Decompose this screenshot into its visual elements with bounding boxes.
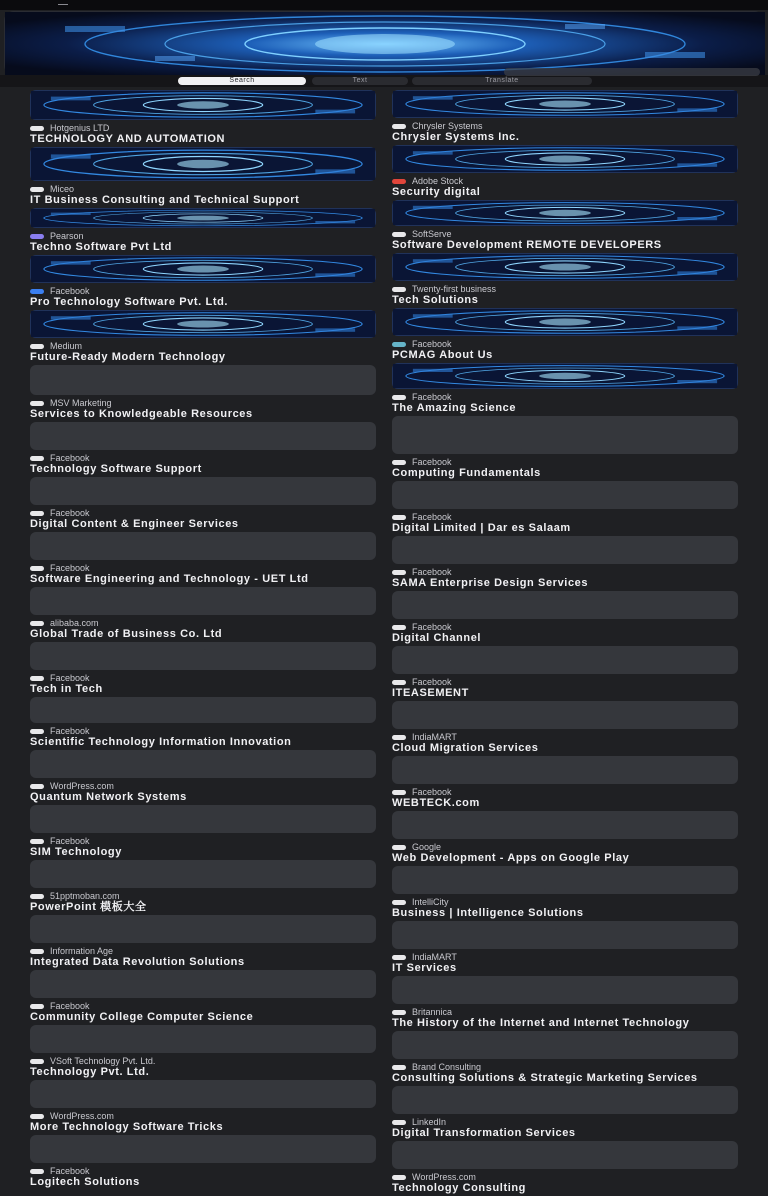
result-item[interactable] bbox=[392, 1141, 740, 1196]
favicon-icon bbox=[30, 1114, 44, 1119]
result-title[interactable]: The History of the Internet and Internet Technology bbox=[392, 1017, 690, 1029]
favicon-icon bbox=[392, 1120, 406, 1125]
result-title[interactable]: Security digital bbox=[392, 186, 481, 198]
result-item[interactable] bbox=[392, 536, 740, 591]
result-thumbnail-placeholder[interactable] bbox=[30, 805, 376, 833]
result-item[interactable] bbox=[30, 147, 378, 208]
result-thumbnail-placeholder[interactable] bbox=[30, 477, 376, 505]
result-source bbox=[30, 1001, 378, 1011]
result-source bbox=[392, 842, 740, 852]
result-thumbnail-placeholder[interactable] bbox=[30, 1080, 376, 1108]
result-thumbnail-placeholder[interactable] bbox=[392, 416, 738, 454]
result-source bbox=[30, 341, 378, 351]
result-source-label: MSV Marketing bbox=[50, 398, 112, 408]
result-source bbox=[392, 339, 740, 349]
result-item[interactable] bbox=[30, 532, 378, 587]
result-source-label: Facebook bbox=[50, 673, 90, 683]
result-thumbnail-placeholder[interactable] bbox=[392, 811, 738, 839]
result-thumbnail-image[interactable] bbox=[30, 255, 376, 283]
result-thumbnail-image[interactable] bbox=[392, 363, 738, 389]
result-source-label: Chrysler Systems bbox=[412, 121, 483, 131]
result-thumbnail-placeholder[interactable] bbox=[30, 1135, 376, 1163]
favicon-icon bbox=[30, 187, 44, 192]
result-title[interactable]: Community College Computer Science bbox=[30, 1011, 254, 1023]
result-source-label: WordPress.com bbox=[50, 781, 114, 791]
result-source bbox=[30, 231, 378, 241]
result-meta bbox=[392, 392, 740, 416]
result-title[interactable]: Tech Solutions bbox=[392, 294, 479, 306]
result-thumbnail-image[interactable] bbox=[30, 208, 376, 228]
favicon-icon bbox=[392, 515, 406, 520]
result-title[interactable]: Digital Channel bbox=[392, 632, 482, 644]
result-source-label: LinkedIn bbox=[412, 1117, 447, 1127]
result-item[interactable] bbox=[392, 866, 740, 921]
result-title[interactable]: TECHNOLOGY AND AUTOMATION bbox=[30, 133, 226, 145]
result-source-label: Britannica bbox=[412, 1007, 453, 1017]
result-source bbox=[30, 563, 378, 573]
result-title[interactable]: Digital Content & Engineer Services bbox=[30, 518, 239, 530]
result-meta bbox=[30, 563, 378, 587]
favicon-icon bbox=[30, 344, 44, 349]
result-item[interactable] bbox=[392, 701, 740, 756]
result-title[interactable]: Technology Consulting bbox=[392, 1182, 526, 1194]
result-source-label: Facebook bbox=[50, 508, 90, 518]
result-source-label: Facebook bbox=[50, 563, 90, 573]
result-title[interactable]: Tech in Tech bbox=[30, 683, 103, 695]
favicon-icon bbox=[392, 342, 406, 347]
result-source bbox=[392, 512, 740, 522]
result-title[interactable]: Pro Technology Software Pvt. Ltd. bbox=[30, 296, 229, 308]
favicon-icon bbox=[30, 234, 44, 239]
result-meta bbox=[30, 1001, 378, 1025]
tab-translate[interactable]: Translate bbox=[412, 77, 592, 85]
hero-banner-image[interactable] bbox=[4, 11, 764, 75]
result-meta bbox=[30, 398, 378, 422]
result-thumbnail-image[interactable] bbox=[392, 90, 738, 118]
result-source bbox=[30, 836, 378, 846]
result-thumbnail-placeholder[interactable] bbox=[30, 642, 376, 670]
result-item[interactable] bbox=[30, 477, 378, 532]
status-bar bbox=[0, 0, 768, 10]
result-meta bbox=[30, 286, 378, 310]
result-title[interactable]: Consulting Solutions & Strategic Marketing Services bbox=[392, 1072, 698, 1084]
favicon-icon bbox=[392, 625, 406, 630]
result-title[interactable]: Computing Fundamentals bbox=[392, 467, 541, 479]
result-meta bbox=[392, 457, 740, 481]
result-thumbnail-placeholder[interactable] bbox=[30, 750, 376, 778]
result-thumbnail-image[interactable] bbox=[392, 253, 738, 281]
result-source bbox=[392, 952, 740, 962]
result-source bbox=[392, 732, 740, 742]
result-item[interactable] bbox=[392, 145, 740, 200]
result-meta bbox=[392, 897, 740, 921]
result-item[interactable] bbox=[30, 970, 378, 1025]
result-meta bbox=[392, 732, 740, 756]
result-source bbox=[30, 184, 378, 194]
favicon-icon bbox=[30, 729, 44, 734]
result-meta bbox=[392, 1172, 740, 1196]
result-thumbnail-placeholder[interactable] bbox=[392, 591, 738, 619]
favicon-icon bbox=[30, 511, 44, 516]
result-source-label: Hotgenius LTD bbox=[50, 123, 110, 133]
result-thumbnail-placeholder[interactable] bbox=[30, 422, 376, 450]
favicon-icon bbox=[392, 1175, 406, 1180]
result-thumbnail-placeholder[interactable] bbox=[392, 646, 738, 674]
result-title[interactable]: Logitech Solutions bbox=[30, 1176, 140, 1188]
result-item[interactable] bbox=[30, 697, 378, 750]
result-item[interactable] bbox=[392, 756, 740, 811]
result-source-label: Miceo bbox=[50, 184, 75, 194]
result-meta bbox=[392, 952, 740, 976]
result-meta bbox=[30, 341, 378, 365]
result-title[interactable]: Global Trade of Business Co. Ltd bbox=[30, 628, 223, 640]
result-meta bbox=[30, 508, 378, 532]
result-item[interactable] bbox=[392, 976, 740, 1031]
result-source bbox=[30, 453, 378, 463]
result-meta bbox=[30, 781, 378, 805]
result-title[interactable]: PowerPoint 模板大全 bbox=[30, 901, 147, 913]
result-item[interactable] bbox=[30, 587, 378, 642]
result-thumbnail-placeholder[interactable] bbox=[30, 970, 376, 998]
result-source-label: Facebook bbox=[50, 1001, 90, 1011]
result-meta bbox=[30, 231, 378, 255]
favicon-icon bbox=[392, 1010, 406, 1015]
favicon-icon bbox=[392, 955, 406, 960]
favicon-icon bbox=[392, 179, 406, 184]
result-source bbox=[30, 891, 378, 901]
result-source-label: IndiaMART bbox=[412, 732, 457, 742]
favicon-icon bbox=[30, 401, 44, 406]
result-item[interactable] bbox=[392, 646, 740, 701]
result-thumbnail-placeholder[interactable] bbox=[392, 481, 738, 509]
result-item[interactable] bbox=[30, 642, 378, 697]
result-thumbnail-placeholder[interactable] bbox=[392, 921, 738, 949]
result-item[interactable] bbox=[30, 1080, 378, 1135]
result-meta bbox=[30, 891, 378, 915]
result-item[interactable] bbox=[392, 591, 740, 646]
result-title[interactable]: More Technology Software Tricks bbox=[30, 1121, 224, 1133]
result-item[interactable] bbox=[30, 860, 378, 915]
results-column-right bbox=[392, 90, 740, 1196]
result-source bbox=[392, 1117, 740, 1127]
tab-text[interactable]: Text bbox=[312, 77, 408, 85]
result-title[interactable]: Business | Intelligence Solutions bbox=[392, 907, 584, 919]
favicon-icon bbox=[30, 839, 44, 844]
result-source bbox=[392, 392, 740, 402]
result-source-label: Facebook bbox=[50, 726, 90, 736]
result-meta bbox=[392, 622, 740, 646]
result-source bbox=[30, 726, 378, 736]
tech-circle-artwork bbox=[5, 12, 765, 76]
result-thumbnail-image[interactable] bbox=[30, 90, 376, 120]
result-meta bbox=[392, 567, 740, 591]
favicon-icon bbox=[30, 289, 44, 294]
favicon-icon bbox=[392, 735, 406, 740]
result-source-label: SoftServe bbox=[412, 229, 452, 239]
result-meta bbox=[30, 1056, 378, 1080]
result-item[interactable] bbox=[392, 308, 740, 363]
result-source bbox=[30, 123, 378, 133]
result-meta bbox=[30, 184, 378, 208]
tab-search[interactable]: Search bbox=[178, 77, 306, 85]
favicon-icon bbox=[392, 287, 406, 292]
favicon-icon bbox=[392, 570, 406, 575]
result-thumbnail-image[interactable] bbox=[392, 308, 738, 336]
result-title[interactable]: Digital Limited | Dar es Salaam bbox=[392, 522, 571, 534]
result-item[interactable] bbox=[30, 915, 378, 970]
result-item[interactable] bbox=[392, 363, 740, 416]
result-meta bbox=[30, 1111, 378, 1135]
result-source bbox=[392, 677, 740, 687]
result-title[interactable]: Techno Software Pvt Ltd bbox=[30, 241, 172, 253]
result-source-label: Facebook bbox=[412, 392, 452, 402]
result-source-label: IntelliCity bbox=[412, 897, 449, 907]
result-meta bbox=[392, 339, 740, 363]
result-thumbnail-placeholder[interactable] bbox=[392, 701, 738, 729]
result-meta bbox=[392, 787, 740, 811]
result-source bbox=[30, 1056, 378, 1066]
result-source-label: Facebook bbox=[412, 677, 452, 687]
favicon-icon bbox=[30, 1004, 44, 1009]
result-title[interactable]: The Amazing Science bbox=[392, 402, 517, 414]
result-source bbox=[30, 1166, 378, 1176]
result-source bbox=[30, 1111, 378, 1121]
result-item[interactable] bbox=[30, 805, 378, 860]
result-title[interactable]: Technology Software Support bbox=[30, 463, 202, 475]
result-item[interactable] bbox=[392, 921, 740, 976]
result-thumbnail-placeholder[interactable] bbox=[30, 1025, 376, 1053]
result-title[interactable]: Future-Ready Modern Technology bbox=[30, 351, 226, 363]
result-thumbnail-image[interactable] bbox=[30, 147, 376, 181]
results-column-left bbox=[30, 90, 378, 1190]
result-source bbox=[30, 946, 378, 956]
result-item[interactable] bbox=[392, 416, 740, 481]
result-source bbox=[30, 618, 378, 628]
result-title[interactable]: Services to Knowledgeable Resources bbox=[30, 408, 253, 420]
result-source-label: Information Age bbox=[50, 946, 114, 956]
result-item[interactable] bbox=[392, 1086, 740, 1141]
result-source-label: Facebook bbox=[412, 567, 452, 577]
favicon-icon bbox=[30, 894, 44, 899]
result-source-label: Google bbox=[412, 842, 442, 852]
result-title[interactable]: Web Development - Apps on Google Play bbox=[392, 852, 630, 864]
status-indicator bbox=[58, 4, 68, 5]
result-source bbox=[392, 457, 740, 467]
result-source-label: Facebook bbox=[50, 836, 90, 846]
favicon-icon bbox=[392, 1065, 406, 1070]
result-source bbox=[30, 781, 378, 791]
result-title[interactable]: SIM Technology bbox=[30, 846, 122, 858]
favicon-icon bbox=[392, 845, 406, 850]
result-source-label: Facebook bbox=[412, 457, 452, 467]
result-item[interactable] bbox=[30, 1025, 378, 1080]
favicon-icon bbox=[392, 232, 406, 237]
result-thumbnail-placeholder[interactable] bbox=[30, 587, 376, 615]
result-title[interactable]: PCMAG About Us bbox=[392, 349, 493, 361]
result-item[interactable] bbox=[30, 255, 378, 310]
result-item[interactable] bbox=[30, 208, 378, 255]
favicon-icon bbox=[30, 1059, 44, 1064]
result-item[interactable] bbox=[30, 422, 378, 477]
result-meta bbox=[30, 673, 378, 697]
result-source bbox=[392, 622, 740, 632]
result-source bbox=[30, 398, 378, 408]
result-meta bbox=[392, 229, 740, 253]
favicon-icon bbox=[392, 680, 406, 685]
result-title[interactable]: Quantum Network Systems bbox=[30, 791, 187, 803]
result-meta bbox=[30, 946, 378, 970]
result-meta bbox=[392, 1007, 740, 1031]
result-source bbox=[392, 121, 740, 131]
result-meta bbox=[392, 1117, 740, 1141]
result-source-label: 51pptmoban.com bbox=[50, 891, 120, 901]
result-item[interactable] bbox=[392, 1031, 740, 1086]
favicon-icon bbox=[30, 676, 44, 681]
result-source bbox=[392, 284, 740, 294]
result-title[interactable]: Integrated Data Revolution Solutions bbox=[30, 956, 245, 968]
result-source bbox=[392, 176, 740, 186]
result-thumbnail-placeholder[interactable] bbox=[392, 536, 738, 564]
result-source-label: Facebook bbox=[412, 622, 452, 632]
result-source-label: Facebook bbox=[412, 512, 452, 522]
favicon-icon bbox=[392, 395, 406, 400]
favicon-icon bbox=[392, 124, 406, 129]
favicon-icon bbox=[30, 566, 44, 571]
result-title[interactable]: Chrysler Systems Inc. bbox=[392, 131, 520, 143]
result-thumbnail-placeholder[interactable] bbox=[392, 1141, 738, 1169]
result-thumbnail-placeholder[interactable] bbox=[30, 532, 376, 560]
result-source-label: Medium bbox=[50, 341, 83, 351]
result-source-label: IndiaMART bbox=[412, 952, 457, 962]
result-source bbox=[392, 1172, 740, 1182]
result-title[interactable]: IT Business Consulting and Technical Support bbox=[30, 194, 300, 206]
result-thumbnail-placeholder[interactable] bbox=[392, 756, 738, 784]
result-title[interactable]: WEBTECK.com bbox=[392, 797, 480, 809]
result-item[interactable] bbox=[30, 750, 378, 805]
result-source-label: Twenty-first business bbox=[412, 284, 497, 294]
result-item[interactable] bbox=[30, 365, 378, 422]
result-meta bbox=[30, 123, 378, 147]
favicon-icon bbox=[30, 456, 44, 461]
result-thumbnail-image[interactable] bbox=[30, 310, 376, 338]
result-source bbox=[392, 229, 740, 239]
favicon-icon bbox=[30, 1169, 44, 1174]
result-source bbox=[30, 673, 378, 683]
result-source-label: Facebook bbox=[412, 339, 452, 349]
result-source bbox=[392, 567, 740, 577]
result-thumbnail-placeholder[interactable] bbox=[30, 915, 376, 943]
result-title[interactable]: Scientific Technology Information Innovation bbox=[30, 736, 292, 748]
result-meta bbox=[30, 453, 378, 477]
result-meta bbox=[30, 1166, 378, 1190]
result-thumbnail-placeholder[interactable] bbox=[392, 866, 738, 894]
result-thumbnail-placeholder[interactable] bbox=[30, 697, 376, 723]
result-title[interactable]: Cloud Migration Services bbox=[392, 742, 539, 754]
result-source-label: Facebook bbox=[412, 787, 452, 797]
result-meta bbox=[392, 842, 740, 866]
result-source-label: alibaba.com bbox=[50, 618, 99, 628]
result-title[interactable]: Technology Pvt. Ltd. bbox=[30, 1066, 150, 1078]
result-source bbox=[392, 1062, 740, 1072]
result-source-label: Facebook bbox=[50, 286, 90, 296]
result-thumbnail-image[interactable] bbox=[392, 200, 738, 226]
result-title[interactable]: ITEASEMENT bbox=[392, 687, 469, 699]
favicon-icon bbox=[30, 126, 44, 131]
result-item[interactable] bbox=[392, 253, 740, 308]
result-source-label: VSoft Technology Pvt. Ltd. bbox=[50, 1056, 156, 1066]
result-source bbox=[392, 897, 740, 907]
result-meta bbox=[30, 836, 378, 860]
favicon-icon bbox=[30, 784, 44, 789]
favicon-icon bbox=[30, 621, 44, 626]
favicon-icon bbox=[30, 949, 44, 954]
result-source bbox=[30, 508, 378, 518]
result-meta bbox=[30, 618, 378, 642]
result-source-label: WordPress.com bbox=[412, 1172, 476, 1182]
result-thumbnail-placeholder[interactable] bbox=[392, 976, 738, 1004]
result-meta bbox=[392, 512, 740, 536]
result-item[interactable] bbox=[30, 310, 378, 365]
result-title[interactable]: Digital Transformation Services bbox=[392, 1127, 576, 1139]
result-meta bbox=[392, 176, 740, 200]
result-source-label: Facebook bbox=[50, 453, 90, 463]
result-thumbnail-placeholder[interactable] bbox=[392, 1031, 738, 1059]
result-item[interactable] bbox=[392, 481, 740, 536]
result-source-label: Brand Consulting bbox=[412, 1062, 482, 1072]
result-meta bbox=[392, 1062, 740, 1086]
result-meta bbox=[392, 121, 740, 145]
result-source-label: Facebook bbox=[50, 1166, 90, 1176]
result-thumbnail-image[interactable] bbox=[392, 145, 738, 173]
result-thumbnail-placeholder[interactable] bbox=[392, 1086, 738, 1114]
result-source-label: Adobe Stock bbox=[412, 176, 464, 186]
result-thumbnail-placeholder[interactable] bbox=[30, 860, 376, 888]
favicon-icon bbox=[392, 460, 406, 465]
result-title[interactable]: IT Services bbox=[392, 962, 457, 974]
result-title[interactable]: Software Engineering and Technology - UET Ltd bbox=[30, 573, 309, 585]
result-title[interactable]: SAMA Enterprise Design Services bbox=[392, 577, 589, 589]
result-title[interactable]: Software Development REMOTE DEVELOPERS bbox=[392, 239, 662, 251]
search-input[interactable] bbox=[504, 68, 760, 76]
result-thumbnail-placeholder[interactable] bbox=[30, 365, 376, 395]
result-item[interactable] bbox=[392, 200, 740, 253]
result-source bbox=[392, 787, 740, 797]
result-source-label: Pearson bbox=[50, 231, 84, 241]
result-item[interactable] bbox=[392, 90, 740, 145]
result-item[interactable] bbox=[392, 811, 740, 866]
result-source bbox=[392, 1007, 740, 1017]
result-item[interactable] bbox=[30, 1135, 378, 1190]
result-source bbox=[30, 286, 378, 296]
result-meta bbox=[30, 726, 378, 750]
favicon-icon bbox=[392, 900, 406, 905]
result-item[interactable] bbox=[30, 90, 378, 147]
result-meta bbox=[392, 677, 740, 701]
result-meta bbox=[392, 284, 740, 308]
result-source-label: WordPress.com bbox=[50, 1111, 114, 1121]
favicon-icon bbox=[392, 790, 406, 795]
